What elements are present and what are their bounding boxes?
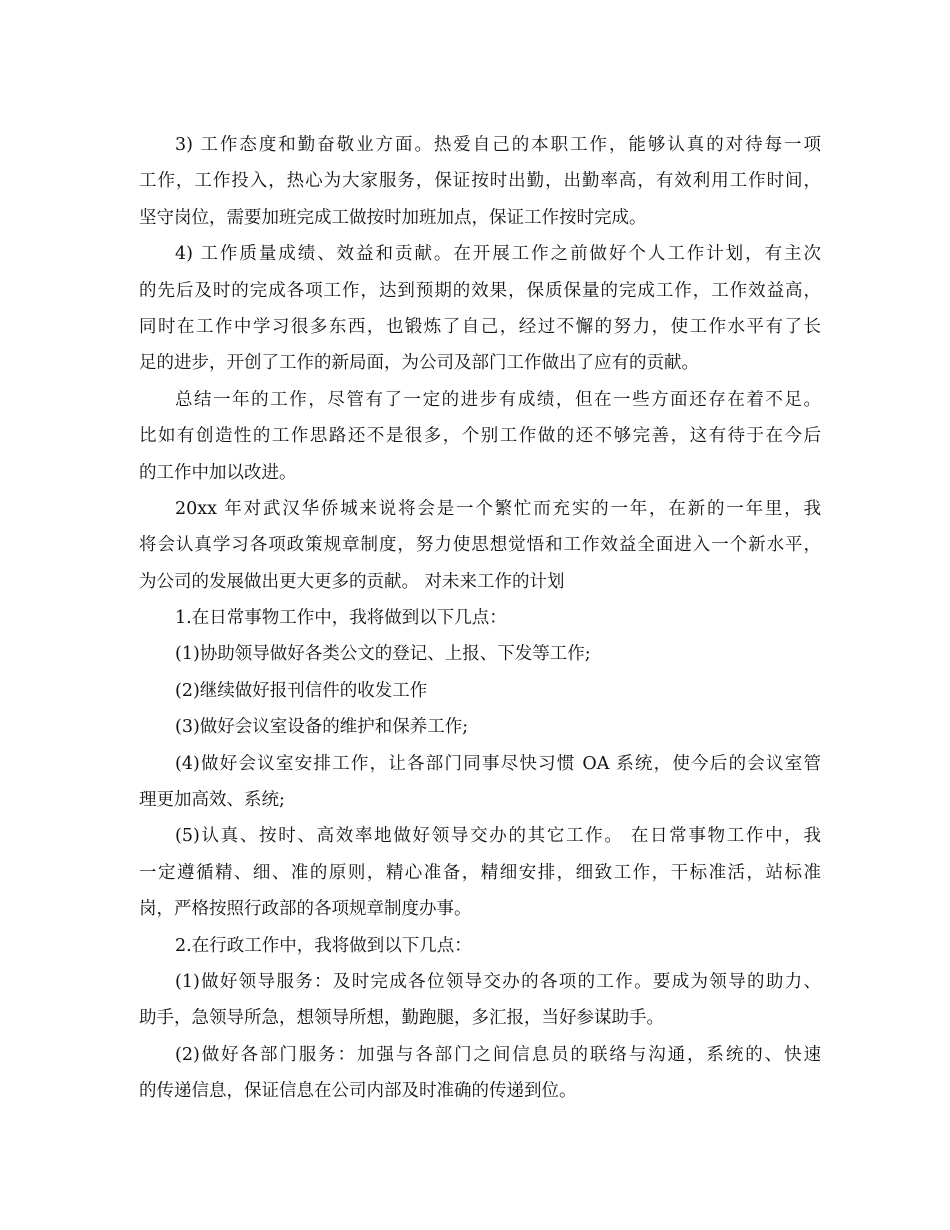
text-line: 总结一年的工作，尽管有了一定的进步有成绩，但在一些方面还存在着不足。 xyxy=(175,389,821,410)
text-line: (2)继续做好报刊信件的收发工作 xyxy=(175,680,428,701)
text-line: (5)认真、按时、高效率地做好领导交办的其它工作。 在日常事物工作中，我 xyxy=(175,826,821,847)
text-line: 坚守岗位，需要加班完成工做按时加班加点，保证工作按时完成。 xyxy=(139,207,647,228)
text-line: 4) 工作质量成绩、效益和贡献。在开展工作之前做好个人工作计划，有主次 xyxy=(175,244,821,265)
text-line: 2.在行政工作中，我将做到以下几点： xyxy=(175,935,472,956)
document-body xyxy=(139,127,821,1110)
text-line: 的先后及时的完成各项工作，达到预期的效果，保质保量的完成工作，工作效益高， xyxy=(139,280,821,301)
text-line: (1)协助领导做好各类公文的登记、上报、下发等工作; xyxy=(175,644,591,665)
text-line: (1)做好领导服务：及时完成各位领导交办的各项的工作。要成为领导的助力、 xyxy=(175,971,821,992)
text-line: (4)做好会议室安排工作，让各部门同事尽快习惯 OA 系统，使今后的会议室管 xyxy=(175,753,821,774)
text-line: 足的进步，开创了工作的新局面，为公司及部门工作做出了应有的贡献。 xyxy=(139,353,699,374)
text-line: 3) 工作态度和勤奋敬业方面。热爱自己的本职工作，能够认真的对待每一项 xyxy=(175,135,821,155)
text-line: 将会认真学习各项政策规章制度，努力使思想觉悟和工作效益全面进入一个新水平， xyxy=(139,535,821,556)
text-line: 为公司的发展做出更大更多的贡献。 对未来工作的计划 xyxy=(139,571,565,592)
text-line: 工作，工作投入，热心为大家服务，保证按时出勤，出勤率高，有效利用工作时间， xyxy=(139,171,821,192)
text-line: 理更加高效、系统; xyxy=(139,790,285,811)
text-line: 助手，急领导所急，想领导所想，勤跑腿，多汇报，当好参谋助手。 xyxy=(139,1008,664,1029)
text-line: 同时在工作中学习很多东西，也锻炼了自己，经过不懈的努力，使工作水平有了长 xyxy=(139,316,821,337)
text-line: 的工作中加以改进。 xyxy=(139,462,297,483)
text-line: (3)做好会议室设备的维护和保养工作; xyxy=(175,717,469,738)
text-line: 1.在日常事物工作中，我将做到以下几点： xyxy=(175,608,507,629)
text-line: 的传递信息，保证信息在公司内部及时准确的传递到位。 xyxy=(139,1081,577,1102)
text-line: 比如有创造性的工作思路还不是很多，个别工作做的还不够完善，这有待于在今后 xyxy=(139,426,821,447)
text-line: 岗，严格按照行政部的各项规章制度办事。 xyxy=(139,899,472,920)
text-line: (2)做好各部门服务：加强与各部门之间信息员的联络与沟通，系统的、快速 xyxy=(175,1044,821,1065)
text-line: 一定遵循精、细、准的原则，精心准备，精细安排，细致工作，干标准活，站标准 xyxy=(139,862,821,883)
text-line: 20xx 年对武汉华侨城来说将会是一个繁忙而充实的一年，在新的一年里，我 xyxy=(175,498,821,519)
